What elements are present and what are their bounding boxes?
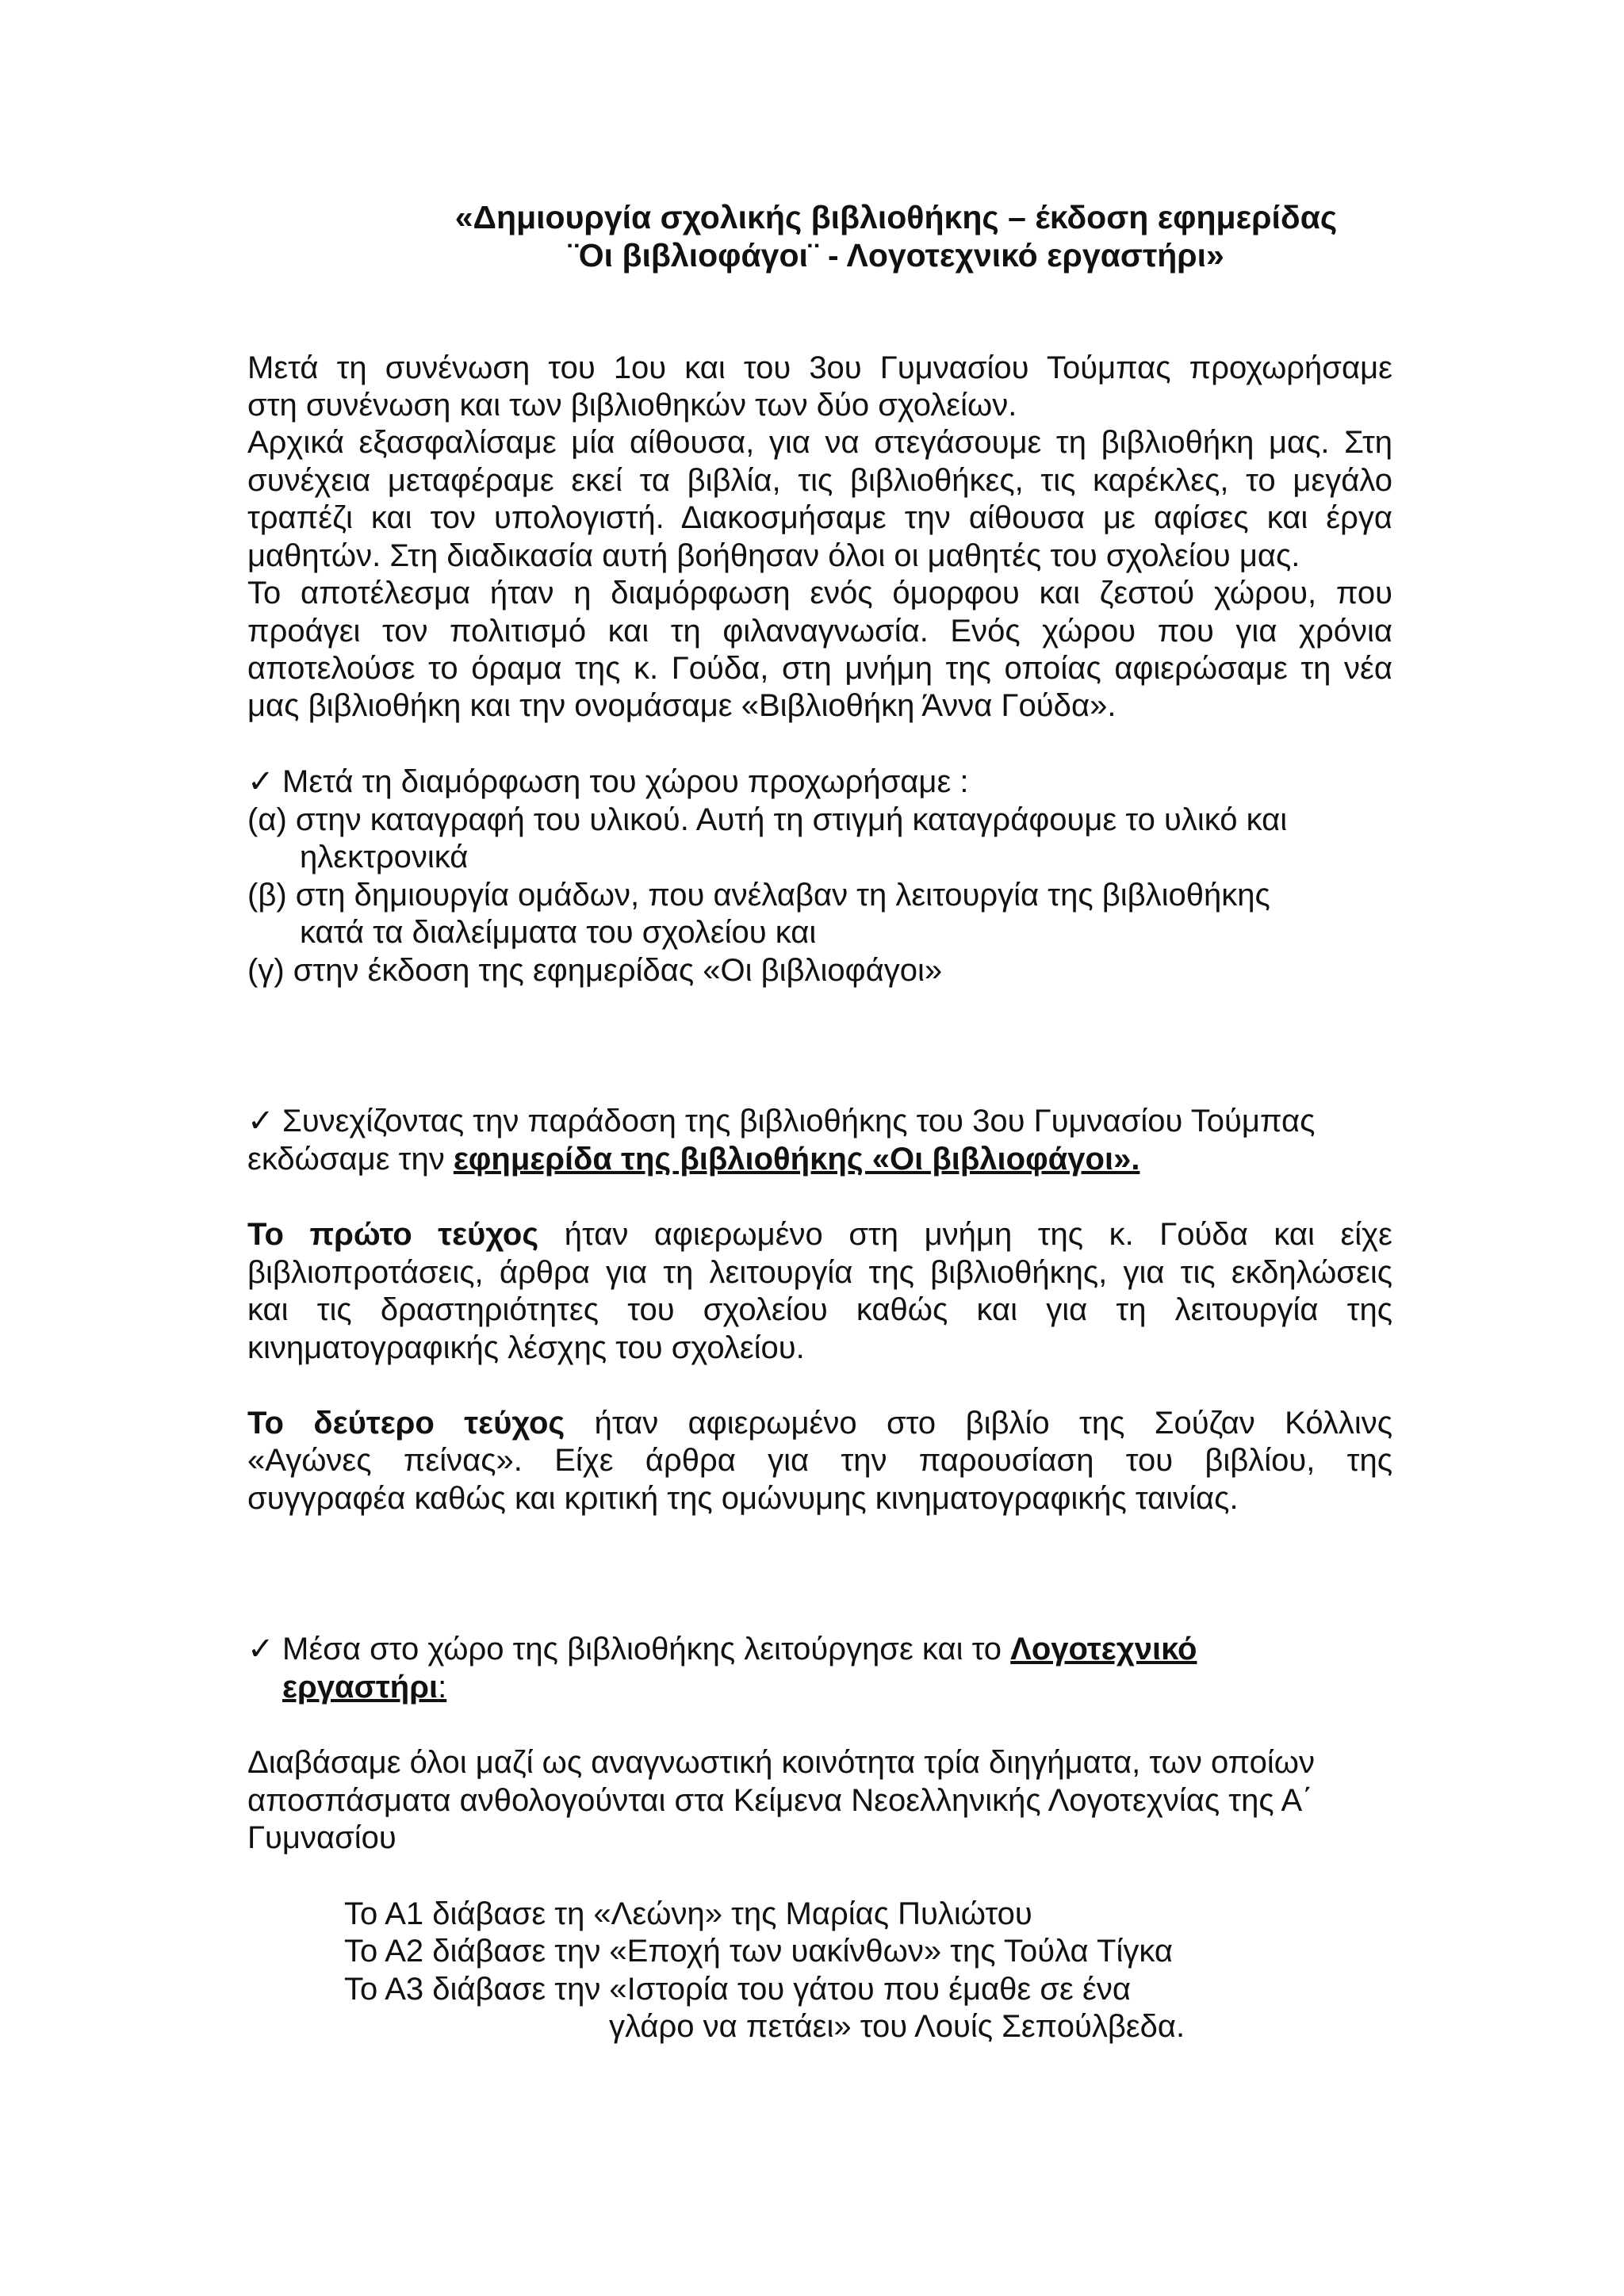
intro-paragraph-line: Μετά τη συνένωση του 1ου και του 3ου Γυμνασίου Τούμπας προχωρήσαμε <box>247 350 1392 385</box>
intro-paragraph-line: προάγει τον πολιτισμό και τη φιλαναγνωσία. Ενός χώρου που για χρόνια <box>247 614 1392 649</box>
newspaper-line-1: ✓ Συνεχίζοντας την παράδοση της βιβλιοθήκης του 3ου Γυμνασίου Τούμπας <box>247 1104 1316 1138</box>
document-title-line-1: «Δημιουργία σχολικής βιβλιοθήκης – έκδοση εφημερίδας <box>454 199 1338 235</box>
issue-1-heading: Το πρώτο τεύχος <box>247 1217 539 1252</box>
checkmark-icon: ✓ <box>247 764 274 799</box>
class-a3-reading: Το Α3 διάβασε την «Ιστορία του γάτου που έμαθε σε ένα <box>344 1972 1131 2007</box>
class-a1-reading: Το Α1 διάβασε τη «Λεώνη» της Μαρίας Πυλιώτου <box>344 1896 1032 1931</box>
intro-paragraph-line: τραπέζι και τον υπολογιστή. Διακοσμήσαμε την αίθουσα με αφίσες και έργα <box>247 500 1392 535</box>
issue-2-line: συγγραφέα καθώς και κριτική της ομώνυμης κινηματογραφικής ταινίας. <box>247 1481 1239 1516</box>
workshop-title-continued: εργαστήρι <box>282 1670 439 1705</box>
newspaper-name: εφημερίδα της βιβλιοθήκης «Οι βιβλιοφάγοι». <box>453 1142 1140 1177</box>
intro-paragraph-line: Αρχικά εξασφαλίσαμε μία αίθουσα, για να στεγάσουμε τη βιβλιοθήκη μας. Στη <box>247 425 1392 460</box>
intro-paragraph-line: μας βιβλιοθήκη και την ονομάσαμε «Βιβλιοθήκη Άννα Γούδα». <box>247 688 1116 723</box>
workshop-title: Λογοτεχνικό <box>1010 1632 1197 1667</box>
intro-paragraph-line: Το αποτέλεσμα ήταν η διαμόρφωση ενός όμορφου και ζεστού χώρου, που <box>247 576 1392 610</box>
step-a-continued: ηλεκτρονικά <box>300 840 469 874</box>
document-title-line-2: ¨Οι βιβλιοφάγοι¨ - Λογοτεχνικό εργαστήρι» <box>568 237 1224 274</box>
intro-paragraph-line: αποτελούσε το όραμα της κ. Γούδα, στη μνήμη της οποίας αφιερώσαμε τη νέα <box>247 651 1392 686</box>
step-b-continued: κατά τα διαλείμματα του σχολείου και <box>300 915 817 950</box>
workshop-line-1: ✓ Μέσα στο χώρο της βιβλιοθήκης λειτούργησε και το Λογοτεχνικό <box>247 1632 1197 1667</box>
step-b: (β) στη δημιουργία ομάδων, που ανέλαβαν τη λειτουργία της βιβλιοθήκης <box>247 878 1270 913</box>
reading-line: Γυμνασίου <box>247 1820 396 1855</box>
issue-1-line: Το πρώτο τεύχος ήταν αφιερωμένο στη μνήμη της κ. Γούδα και είχε <box>247 1217 1392 1252</box>
step-c: (γ) στην έκδοση της εφημερίδας «Οι βιβλιοφάγοι» <box>247 953 943 988</box>
workshop-line-2: εργαστήρι: <box>282 1670 447 1705</box>
steps-lead: ✓ Μετά τη διαμόρφωση του χώρου προχωρήσαμε : <box>247 764 969 799</box>
issue-1-line: κινηματογραφικής λέσχης του σχολείου. <box>247 1330 805 1365</box>
intro-paragraph-line: στη συνένωση και των βιβλιοθηκών των δύο σχολείων. <box>247 388 1017 423</box>
issue-2-heading: Το δεύτερο τεύχος <box>247 1406 565 1441</box>
class-a3-reading-continued: γλάρο να πετάει» του Λουίς Σεπούλβεδα. <box>609 2009 1185 2044</box>
class-a2-reading: Το Α2 διάβασε την «Εποχή των υακίνθων» της Τούλα Τίγκα <box>344 1934 1173 1969</box>
reading-line: αποσπάσματα ανθολογούνται στα Κείμενα Νεοελληνικής Λογοτεχνίας της Α΄ <box>247 1783 1313 1818</box>
issue-2-line: Το δεύτερο τεύχος ήταν αφιερωμένο στο βιβλίο της Σούζαν Κόλλινς <box>247 1406 1392 1441</box>
step-a: (α) στην καταγραφή του υλικού. Αυτή τη στιγμή καταγράφουμε το υλικό και <box>247 802 1288 837</box>
intro-paragraph-line: μαθητών. Στη διαδικασία αυτή βοήθησαν όλοι οι μαθητές του σχολείου μας. <box>247 538 1300 573</box>
reading-line: Διαβάσαμε όλοι μαζί ως αναγνωστική κοινότητα τρία διηγήματα, των οποίων <box>247 1745 1316 1780</box>
checkmark-icon: ✓ <box>247 1104 274 1138</box>
checkmark-icon: ✓ <box>247 1632 274 1667</box>
issue-2-line: «Αγώνες πείνας». Είχε άρθρα για την παρουσίαση του βιβλίου, της <box>247 1443 1392 1478</box>
intro-paragraph-line: συνέχεια μεταφέραμε εκεί τα βιβλία, τις βιβλιοθήκες, τις καρέκλες, το μεγάλο <box>247 463 1392 498</box>
issue-1-line: βιβλιοπροτάσεις, άρθρα για τη λειτουργία της βιβλιοθήκης, για τις εκδηλώσεις <box>247 1255 1392 1290</box>
issue-1-line: και τις δραστηριότητες του σχολείου καθώς και για τη λειτουργία της <box>247 1292 1392 1327</box>
newspaper-line-2: εκδώσαμε την εφημερίδα της βιβλιοθήκης «Οι βιβλιοφάγοι». <box>247 1142 1140 1177</box>
